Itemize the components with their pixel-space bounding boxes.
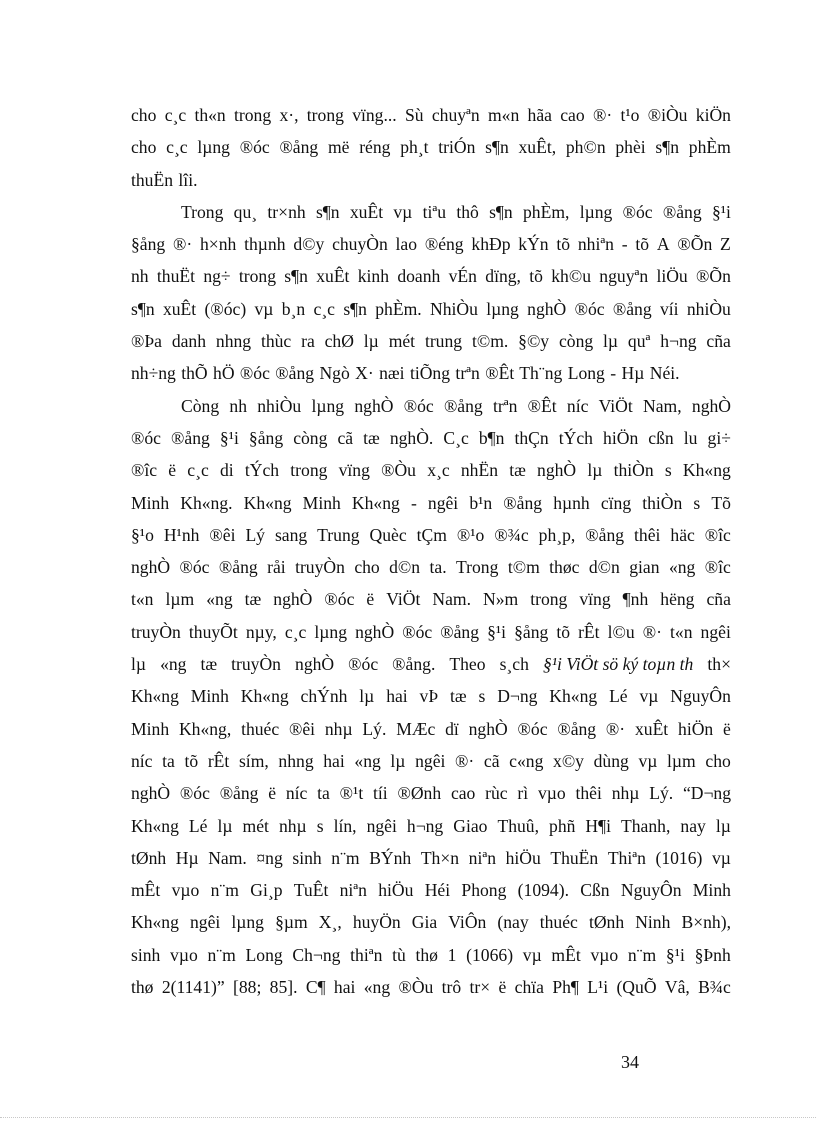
- text-line: §¹o H¹nh ®êi Lý sang Trung Quèc tÇm ®¹o ®¾c ph¸p, ®ång thêi häc ®îc: [131, 524, 731, 545]
- text-line: Minh Kh«ng, thuéc ®êi nhµ Lý. MÆc dï nghÒ ®óc ®ång ®· xuÊt hiÖn ë: [131, 718, 731, 739]
- body-text: [131, 99, 731, 1003]
- page-bottom-divider: [0, 1117, 816, 1118]
- text-line: truyÒn thuyÕt nµy, c¸c lµng nghÒ ®óc ®ång §¹i §ång tõ rÊt l©u ®· t«n ngêi: [131, 621, 731, 642]
- text-line: nh thuËt ng÷ trong s¶n xuÊt kinh doanh vÉn dïng, tõ kh©u nguyªn liÖu ®Õn: [131, 266, 731, 287]
- text-line: nghÒ ®óc ®ång ë níc ta ®¹t tíi ®Ønh cao rùc rì vµo thêi nhµ Lý. “D¬ng: [131, 783, 731, 804]
- page-number: 34: [621, 1052, 639, 1072]
- text-line: cho c¸c th«n trong x·, trong vïng... Sù chuyªn m«n hãa cao ®· t¹o ®iÒu kiÖn: [131, 105, 731, 125]
- text-line: sinh vµo n¨m Long Ch¬ng thiªn tù thø 1 (1066) vµ mÊt vµo n¨m §¹i §Þnh: [131, 944, 731, 965]
- text-line: níc ta tõ rÊt sím, nhng hai «ng lµ ngêi ®· cã c«ng x©y dùng vµ lµm cho: [131, 750, 731, 771]
- text-line: mÊt vµo n¨m Gi¸p TuÊt niªn hiÖu Héi Phong (1094). Cßn NguyÔn Minh: [131, 880, 731, 901]
- text-line: Kh«ng Minh Kh«ng chÝnh lµ hai vÞ tæ s D¬ng Kh«ng Lé vµ NguyÔn: [131, 686, 731, 707]
- text-line: Còng nh nhiÒu lµng nghÒ ®óc ®ång trªn ®Êt níc ViÖt Nam, nghÒ: [181, 395, 731, 416]
- text-line: nghÒ ®óc ®ång råi truyÒn cho d©n ta. Trong t©m thøc d©n gian «ng ®îc: [131, 557, 731, 578]
- text-line: §ång ®· h×nh thµnh d©y chuyÒn lao ®éng khÐp kÝn tõ nhiªn - tõ A ®Õn Z: [131, 234, 731, 255]
- text-line: lµ «ng tæ truyÒn nghÒ ®óc ®ång. Theo s¸ch §¹i ViÖt sö ký toµn th th×: [131, 654, 731, 675]
- text-line: Kh«ng Lé lµ mét nhµ s lín, ngêi h¬ng Giao Thuû, phñ H¶i Thanh, nay lµ: [131, 815, 731, 836]
- text-line: ®óc ®ång §¹i §ång còng cã tæ nghÒ. C¸c b¶n thÇn tÝch hiÖn cßn lu gi÷: [131, 427, 731, 448]
- text-line: Minh Kh«ng. Kh«ng Minh Kh«ng - ngêi b¹n ®ång hµnh cïng thiÒn s Tõ: [131, 492, 731, 513]
- text-line: nh÷ng thÕ hÖ ®óc ®ång Ngò X· næi tiÕng trªn ®Êt Th¨ng Long - Hµ Néi.: [131, 363, 680, 384]
- text-line: cho c¸c lµng ®óc ®ång më réng ph¸t triÓn s¶n xuÊt, ph©n phèi s¶n phÈm: [131, 137, 731, 158]
- text-line: thuËn lîi.: [131, 169, 198, 190]
- text-line: ®îc ë c¸c di tÝch trong vïng ®Òu x¸c nhËn tæ nghÒ lµ thiÒn s Kh«ng: [131, 460, 731, 481]
- text-line: thø 2(1141)” [88; 85]. C¶ hai «ng ®Òu trô tr× ë chïa Ph¶ L¹i (QuÕ Vâ, B¾c: [131, 977, 731, 998]
- text-line: Trong qu¸ tr×nh s¶n xuÊt vµ tiªu thô s¶n phÈm, lµng ®óc ®ång §¹i: [181, 201, 731, 222]
- text-line: Kh«ng ngêi lµng §µm X¸, huyÖn Gia ViÔn (nay thuéc tØnh Ninh B×nh),: [131, 912, 731, 933]
- text-line: tØnh Hµ Nam. ¤ng sinh n¨m BÝnh Th×n niªn hiÖu ThuËn Thiªn (1016) vµ: [131, 847, 731, 868]
- text-line: s¶n xuÊt (®óc) vµ b¸n c¸c s¶n phÈm. NhiÒu lµng nghÒ ®óc ®ång víi nhiÒu: [131, 298, 731, 319]
- text-line: t«n lµm «ng tæ nghÒ ®óc ë ViÖt Nam. N»m trong vïng ¶nh hëng cña: [131, 589, 731, 610]
- text-line: ®Þa danh nhng thùc ra chØ lµ mét trung t©m. §©y còng lµ quª h¬ng cña: [131, 331, 731, 352]
